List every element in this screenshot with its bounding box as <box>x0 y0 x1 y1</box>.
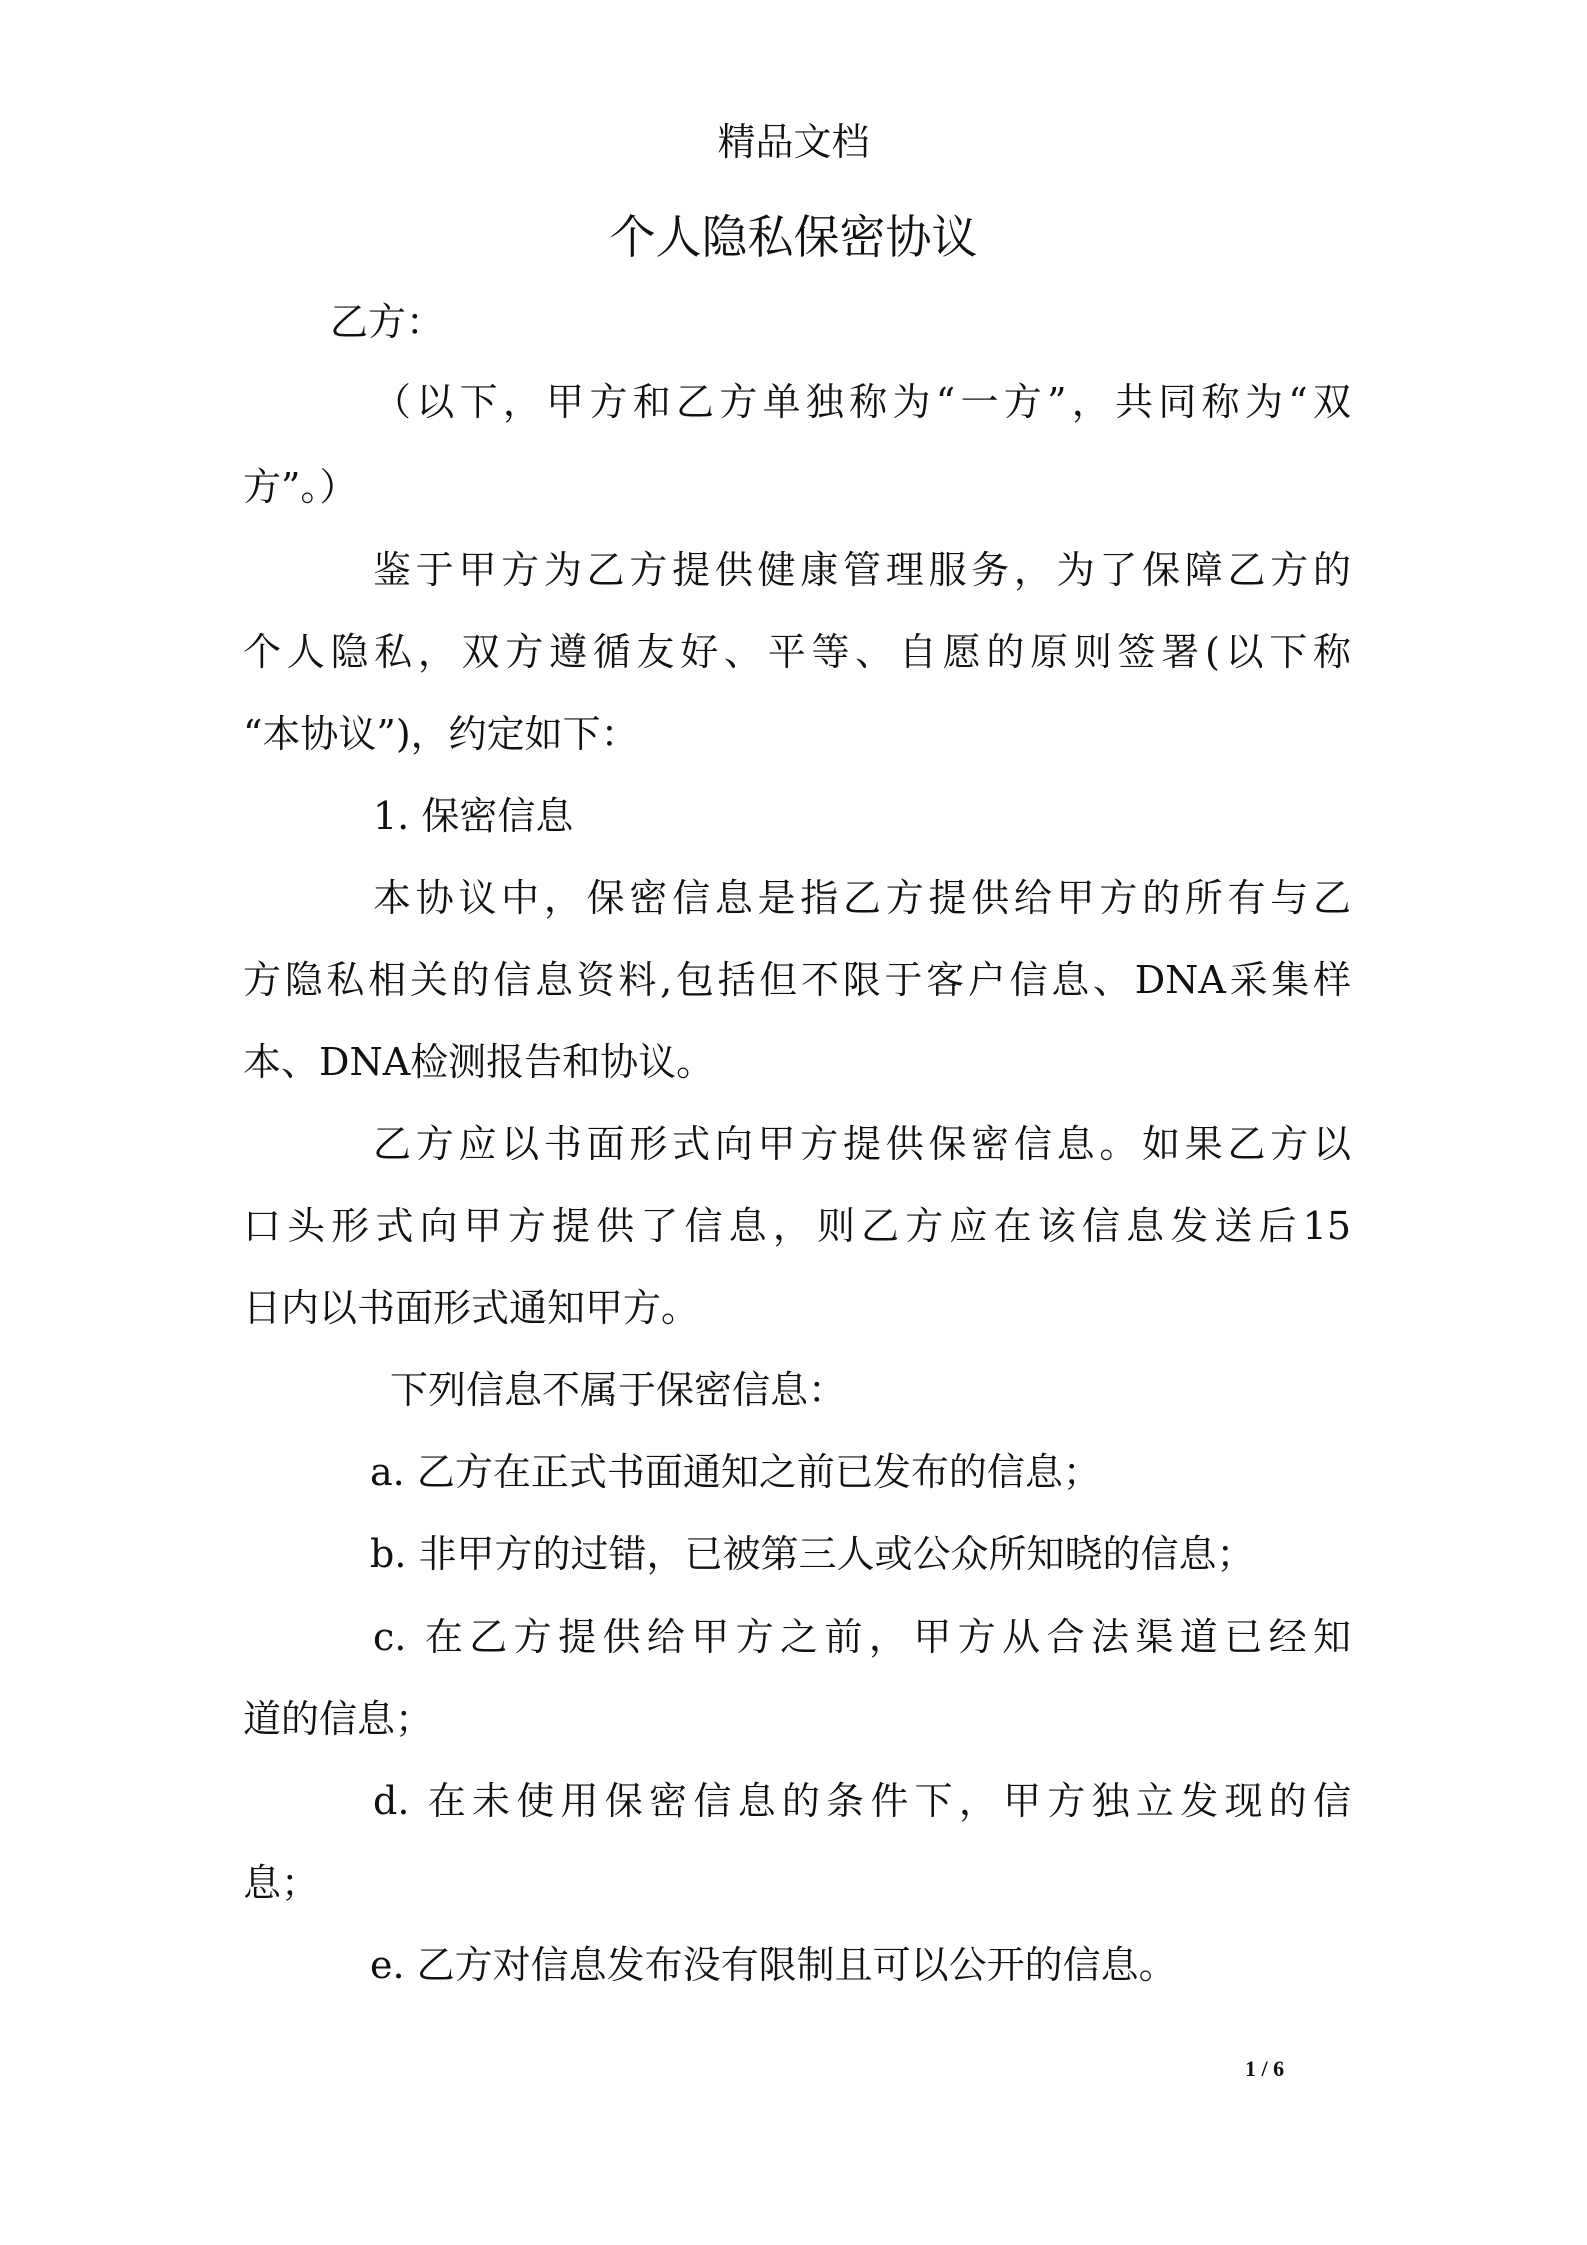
exclusion-item-c-line-1: c. 在乙方提供给甲方之前，甲方从合法渠道已经知 <box>373 1615 1351 1659</box>
preamble-line-2: 个人隐私，双方遵循友好、平等、自愿的原则签署(以下称 <box>243 630 1351 674</box>
exclusion-item-b: b. 非甲方的过错，已被第三人或公众所知晓的信息； <box>370 1532 1255 1576</box>
exclusion-item-c-line-2: 道的信息； <box>243 1697 434 1741</box>
preamble-line-3: “本协议”)，约定如下： <box>243 712 639 756</box>
definition-line-1: 本协议中，保密信息是指乙方提供给甲方的所有与乙 <box>373 876 1351 920</box>
definition-line-2: 方隐私相关的信息资料,包括但不限于客户信息、DNA采集样 <box>243 958 1351 1002</box>
exclusion-item-d-line-1: d. 在未使用保密信息的条件下，甲方独立发现的信 <box>373 1779 1351 1823</box>
written-form-line-2: 口头形式向甲方提供了信息，则乙方应在该信息发送后15 <box>243 1204 1351 1248</box>
definition-line-3: 本、DNA检测报告和协议。 <box>243 1040 715 1084</box>
parties-definition-line-1: （以下，甲方和乙方单独称为“一方”，共同称为“双 <box>373 380 1351 424</box>
exclusion-item-d-line-2: 息； <box>243 1861 320 1905</box>
section-heading: 1. 保密信息 <box>373 794 574 838</box>
exclusions-intro: 下列信息不属于保密信息： <box>390 1368 847 1412</box>
written-form-line-1: 乙方应以书面形式向甲方提供保密信息。如果乙方以 <box>373 1122 1351 1166</box>
written-form-line-3: 日内以书面形式通知甲方。 <box>243 1286 700 1330</box>
page-number: 1 / 6 <box>1245 2056 1285 2081</box>
party-b-label: 乙方： <box>330 300 445 344</box>
document-title: 个人隐私保密协议 <box>609 210 978 264</box>
exclusion-item-a: a. 乙方在正式书面通知之前已发布的信息； <box>370 1450 1101 1494</box>
header-title: 精品文档 <box>717 120 870 164</box>
parties-definition-line-2: 方”。） <box>243 465 358 509</box>
exclusion-item-e: e. 乙方对信息发布没有限制且可以公开的信息。 <box>370 1943 1177 1987</box>
preamble-line-1: 鉴于甲方为乙方提供健康管理服务，为了保障乙方的 <box>373 548 1351 592</box>
